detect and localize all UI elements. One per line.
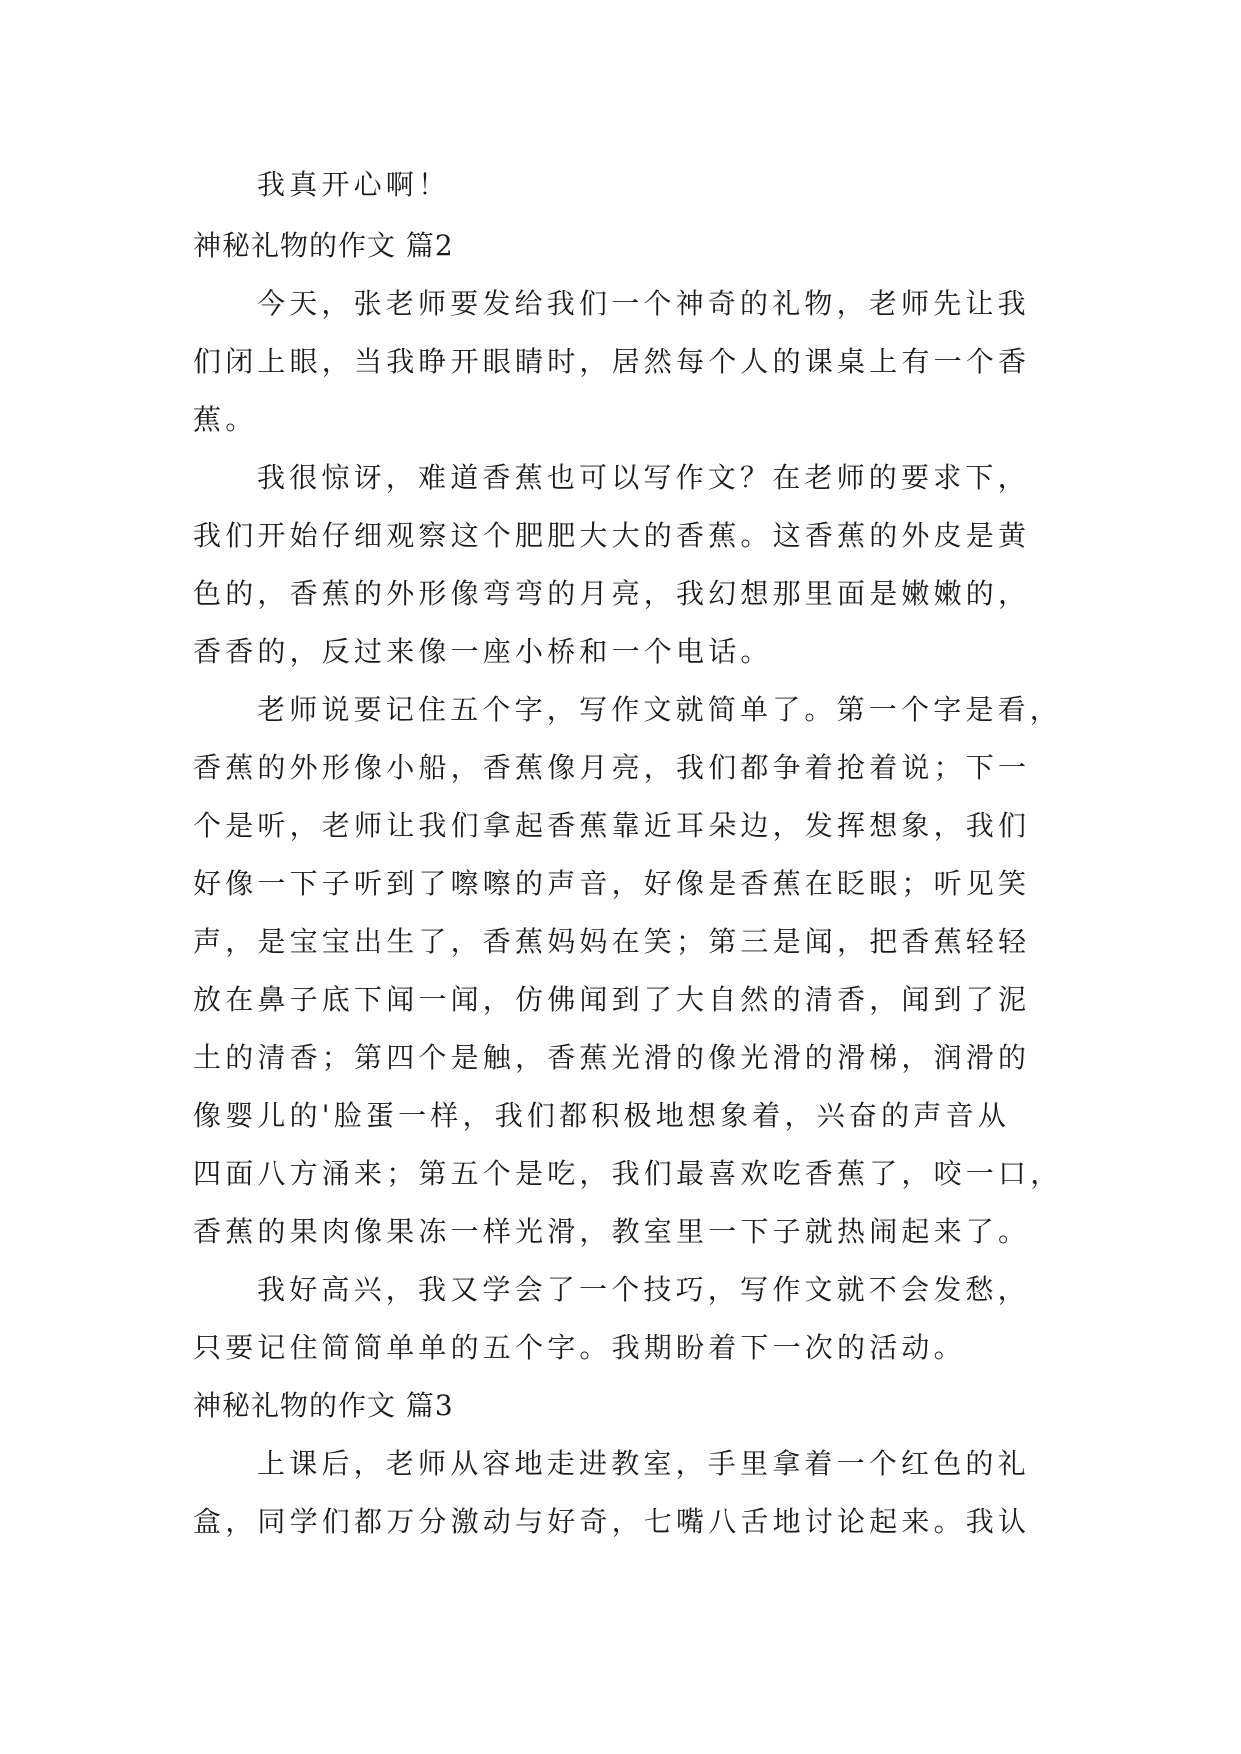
section-heading: 神秘礼物的作文 篇2 [193,229,454,262]
paragraph-line: 声，是宝宝出生了，香蕉妈妈在笑；第三是闻，把香蕉轻轻 [193,925,1031,958]
paragraph-line: 我们开始仔细观察这个肥肥大大的香蕉。这香蕉的外皮是黄 [193,519,1031,552]
paragraph-line: 土的清香；第四个是触，香蕉光滑的像光滑的滑梯，润滑的 [193,1041,1031,1074]
paragraph-line: 像婴儿的'脸蛋一样，我们都积极地想象着，兴奋的声音从 [193,1099,1010,1132]
section-heading: 神秘礼物的作文 篇3 [193,1389,454,1422]
paragraph-line: 香蕉的果肉像果冻一样光滑，教室里一下子就热闹起来了。 [193,1215,1031,1248]
paragraph-line: 蕉。 [193,403,258,436]
paragraph-line: 我真开心啊！ [257,168,451,201]
paragraph-line: 今天，张老师要发给我们一个神奇的礼物，老师先让我 [257,287,1030,320]
paragraph-line: 色的，香蕉的外形像弯弯的月亮，我幻想那里面是嫩嫩的， [193,577,1031,610]
paragraph-line: 盒，同学们都万分激动与好奇，七嘴八舌地讨论起来。我认 [193,1505,1031,1538]
paragraph-line: 我很惊讶，难道香蕉也可以写作文？在老师的要求下， [257,461,1030,494]
paragraph-line: 们闭上眼，当我睁开眼睛时，居然每个人的课桌上有一个香 [193,345,1031,378]
paragraph-line: 个是听，老师让我们拿起香蕉靠近耳朵边，发挥想象，我们 [193,809,1031,842]
paragraph-line: 好像一下子听到了嚓嚓的声音，好像是香蕉在眨眼；听见笑 [193,867,1031,900]
paragraph-line: 只要记住简简单单的五个字。我期盼着下一次的活动。 [193,1331,966,1364]
paragraph-line: 四面八方涌来；第五个是吃，我们最喜欢吃香蕉了，咬一口， [193,1157,1063,1190]
paragraph-line: 上课后，老师从容地走进教室，手里拿着一个红色的礼 [257,1447,1030,1480]
paragraph-line: 我好高兴，我又学会了一个技巧，写作文就不会发愁， [257,1273,1030,1306]
paragraph-line: 香蕉的外形像小船，香蕉像月亮，我们都争着抢着说；下一 [193,751,1031,784]
paragraph-line: 放在鼻子底下闻一闻，仿佛闻到了大自然的清香，闻到了泥 [193,983,1031,1016]
paragraph-line: 香香的，反过来像一座小桥和一个电话。 [193,635,773,668]
paragraph-line: 老师说要记住五个字，写作文就简单了。第一个字是看， [257,693,1063,726]
